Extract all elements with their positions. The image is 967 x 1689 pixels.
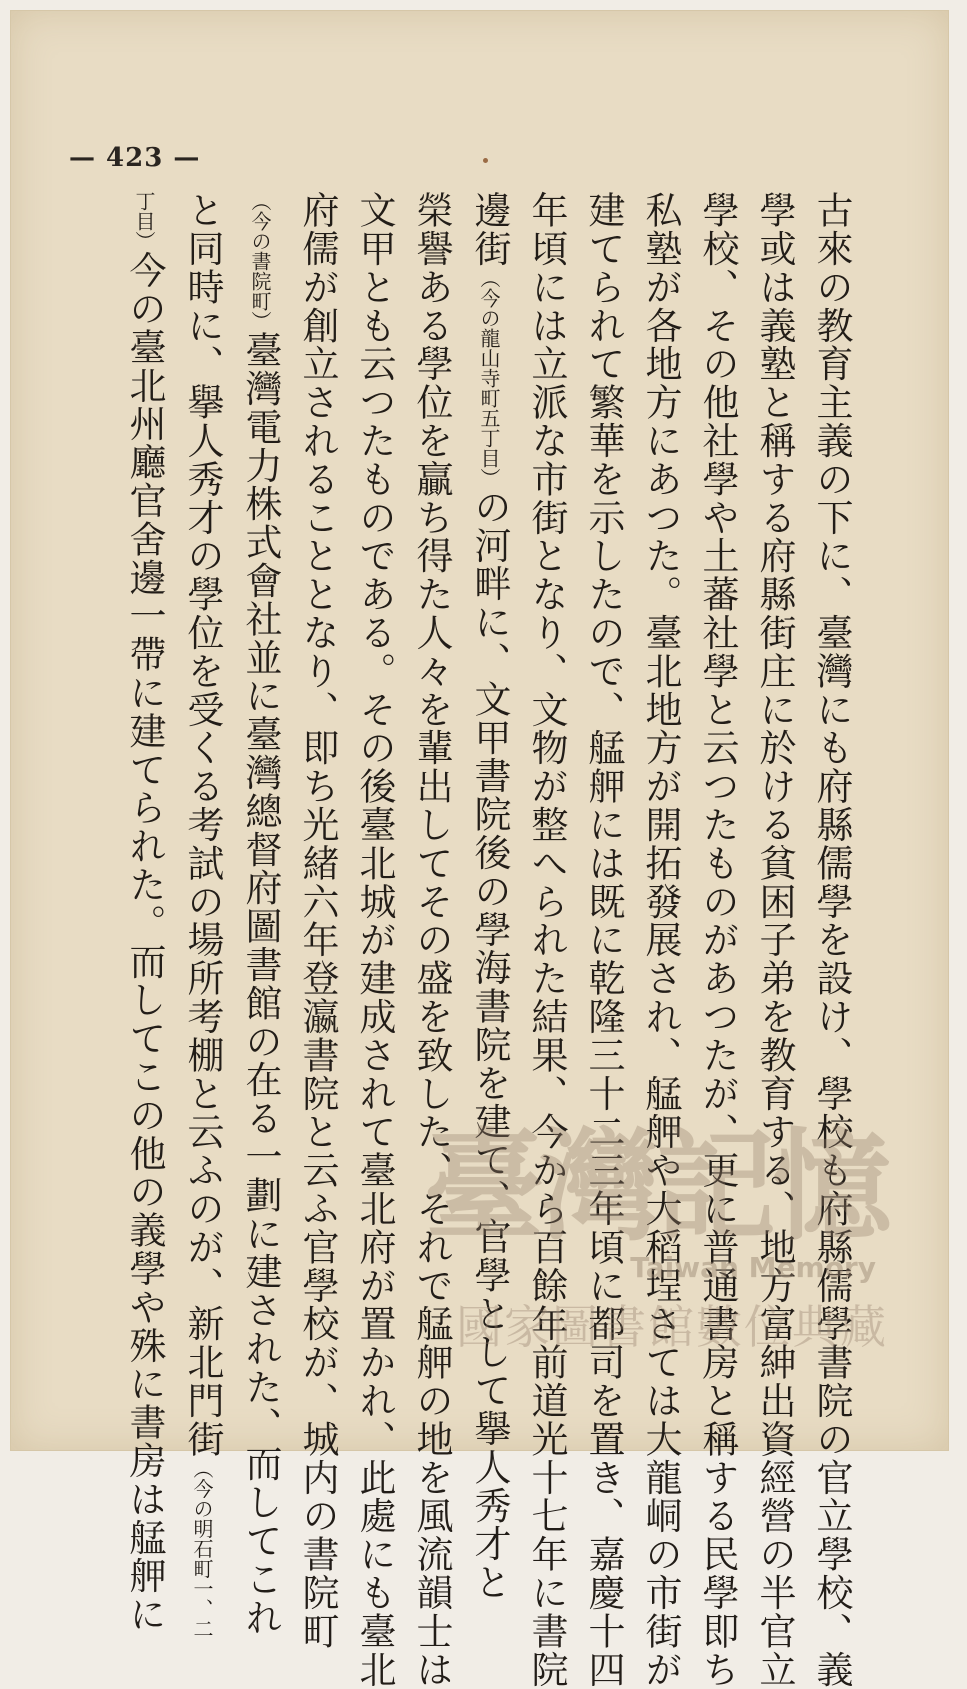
- text-run: 文甲とも云つたものである。その後臺北城が建成されて臺北府が置かれ、此處にも臺北: [353, 191, 396, 1689]
- text-column: [632, 191, 689, 1689]
- watermark-english: Taiwan Memory: [630, 1251, 876, 1284]
- inline-annotation: （今の書院町）: [248, 191, 272, 331]
- text-run: 年頃には立派な市街となり、文物が整へられた結果、今から百餘年前道光十七年に書院: [525, 191, 568, 1689]
- text-column: [403, 191, 460, 1689]
- text-run: 府儒が創立されることとなり、即ち光緒六年登瀛書院と云ふ官學校が、城内の書院町: [296, 191, 339, 1651]
- text-column: [460, 191, 518, 1602]
- watermark-subtitle: 國家圖書館數位典藏: [456, 1300, 888, 1354]
- book-page: [10, 10, 949, 1689]
- text-column: [746, 191, 803, 1689]
- page-number: — 423 —: [69, 143, 201, 173]
- text-column: [346, 191, 403, 1689]
- text-column: [518, 191, 575, 1689]
- text-run: 古來の教育主義の下に、臺灣にも府縣儒學を設け、學校も府縣儒學書院の官立學校、義: [810, 191, 853, 1689]
- text-run: 學校、その他社學や土蕃社學と云つたものがあつたが、更に普通書房と稱する民學即ち: [696, 191, 739, 1689]
- text-run: 今の臺北州廳官舍邊一帶に建てられた。而してこの他の義學や殊に書房は艋舺に: [123, 251, 166, 1634]
- text-column: [173, 191, 231, 1639]
- text-column: [289, 191, 346, 1651]
- ink-speck: [483, 158, 488, 163]
- text-column: [575, 191, 632, 1689]
- text-run: 建てられて繁華を示したので、艋舺には既に乾隆三十二三年頃に都司を置き、嘉慶十四: [582, 191, 625, 1689]
- inline-annotation: （今の明石町一、二: [190, 1458, 214, 1639]
- text-column: [689, 191, 746, 1689]
- inline-annotation: 丁目）: [132, 191, 156, 251]
- vertical-text-body: [120, 191, 860, 1689]
- text-run: 邊街: [468, 191, 511, 268]
- watermark-title: 臺灣記憶: [424, 1116, 888, 1257]
- text-run: の河畔に、文甲書院後の學海書院を建て、官學として擧人秀才と: [468, 487, 511, 1602]
- text-column: [115, 191, 173, 1634]
- text-run: 榮譽ある學位を贏ち得た人々を輩出してその盛を致した、それで艋舺の地を風流韻士は: [410, 191, 453, 1689]
- inline-annotation: （今の龍山寺町五丁目）: [477, 267, 501, 488]
- text-run: 學或は義塾と稱する府縣街庄に於ける貧困子弟を教育する、地方富紳出資經營の半官立: [753, 191, 796, 1689]
- text-run: と同時に、擧人秀才の學位を受くる考試の場所考棚と云ふのが、新北門街: [181, 191, 224, 1459]
- text-run: 私塾が各地方にあつた。臺北地方が開拓發展され、艋舺や大稻埕さては大龍峒の市街が: [639, 191, 682, 1689]
- text-column: [231, 191, 289, 1637]
- text-run: 臺灣電力株式會社並に臺灣總督府圖書館の在る一劃に建された、而してこれ: [239, 331, 282, 1637]
- text-column: [803, 191, 860, 1689]
